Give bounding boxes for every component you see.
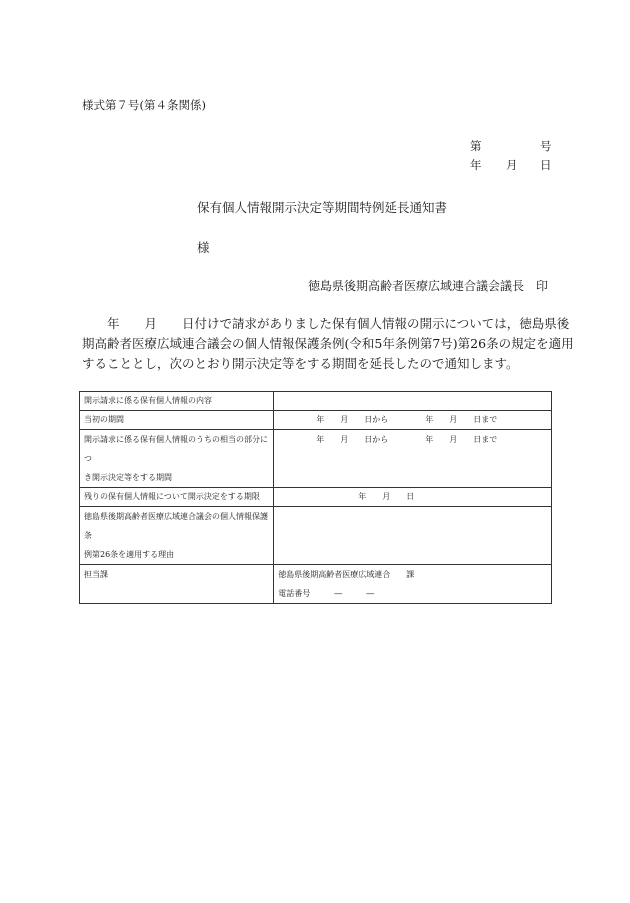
- issue-date-year: 年: [470, 158, 482, 172]
- table-row: [80, 392, 552, 411]
- body-line: 期高齢者医療広域連合議会の個人情報保護条例(令和5年条例第7号)第26条の規定を適用: [82, 336, 574, 351]
- row2-to: 年 月 日まで: [425, 415, 498, 424]
- document-number-prefix: 第: [470, 139, 482, 153]
- row6-phone: 電話番号 ― ―: [278, 589, 375, 598]
- table-row: [80, 411, 552, 430]
- body-line: 年 月 日付けで請求がありました保有個人情報の開示については，徳島県後: [82, 316, 570, 331]
- addressee: 様: [197, 240, 210, 255]
- row2-from: 年 月 日から: [316, 415, 389, 424]
- issue-date-month: 月: [506, 158, 518, 172]
- document-number: [470, 138, 552, 152]
- row2-label: 当初の期間: [80, 411, 274, 430]
- row1-label: 開示請求に係る保有個人情報の内容: [80, 392, 274, 411]
- form-number: 様式第７号(第４条関係): [82, 98, 206, 112]
- table-row: [80, 488, 552, 507]
- row6-value: [274, 565, 552, 604]
- row4-value: 年 月 日: [274, 488, 552, 507]
- document-number-suffix: 号: [540, 139, 552, 153]
- row5-label-line1: 徳島県後期高齢者医療広域連合議会の個人情報保護条: [84, 512, 268, 540]
- row3-label-line1: 開示請求に係る保有個人情報のうちの相当の部分につ: [84, 435, 268, 463]
- body-line: することとし，次のとおり開示決定等をする期間を延長したので通知します。: [82, 356, 519, 371]
- row3-value: [274, 430, 552, 488]
- body-paragraph: [82, 314, 574, 374]
- row2-value: [274, 411, 552, 430]
- row6-label: 担当課: [80, 565, 274, 604]
- issue-date: [470, 157, 552, 171]
- row3-label: [80, 430, 274, 488]
- document-title: 保有個人情報開示決定等期間特例延長通知書: [197, 200, 448, 215]
- table-row: [80, 430, 552, 488]
- row3-label-line2: き開示決定等をする期間: [84, 473, 172, 482]
- row3-to: 年 月 日まで: [425, 435, 498, 444]
- row5-label: [80, 507, 274, 565]
- table-row: [80, 507, 552, 565]
- row4-label: 残りの保有個人情報について開示決定をする期限: [80, 488, 274, 507]
- row3-from: 年 月 日から: [316, 435, 389, 444]
- notice-table: [79, 391, 552, 604]
- sender: 徳島県後期高齢者医療広域連合議会議長 印: [307, 279, 548, 293]
- table-row: [80, 565, 552, 604]
- row6-dept: 徳島県後期高齢者医療広域連合 課: [278, 570, 415, 579]
- row1-value: [274, 392, 552, 411]
- row5-value: [274, 507, 552, 565]
- issue-date-day: 日: [540, 158, 552, 172]
- row5-label-line2: 例第26条を適用する理由: [84, 550, 175, 559]
